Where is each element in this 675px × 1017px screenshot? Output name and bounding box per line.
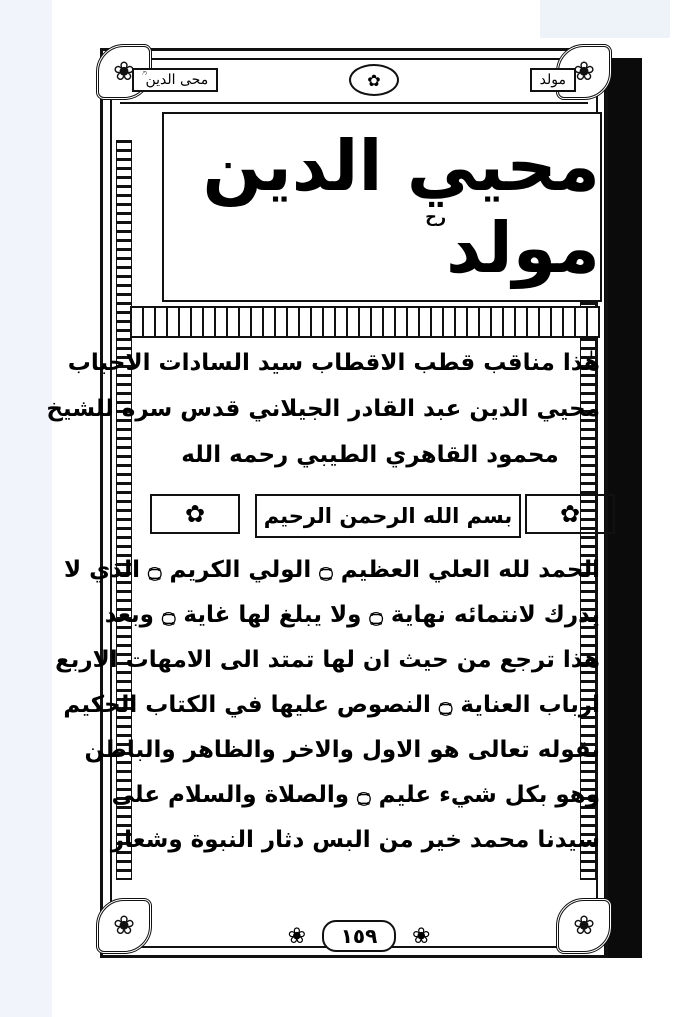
page-number: ١٥٩ (322, 920, 396, 952)
body-line: وهو بكل شيء عليم ۝ والصلاة والسلام على (111, 782, 600, 808)
body-line: ارباب العناية ۝ النصوص عليها في الكتاب الحكيم (63, 692, 600, 718)
body-line: هذا ترجع من حيث ان لها تمتد الى الامهات الاربع (55, 647, 600, 673)
running-title: محی الدین ؒ (132, 68, 218, 92)
title-honorific: رح (425, 207, 447, 226)
title-panel (162, 112, 602, 302)
flower-ornament-icon: ❀ (287, 923, 306, 949)
flower-ornament-icon: ❀ (412, 923, 431, 949)
top-margin-tint (540, 0, 670, 38)
header-medallion-icon: ✿ (349, 64, 399, 96)
flower-ornament-icon: ✿ (150, 494, 240, 534)
subtitle-line: هٰذا مناقب قطب الاقطاب سيد السادات الاحباب (67, 350, 600, 376)
page-title (164, 125, 600, 289)
body-line: سيدنا محمد خير من البس دثار النبوة وشعار (110, 827, 600, 853)
left-margin (0, 0, 52, 1017)
title-main: محيي الدين مولد (202, 125, 600, 289)
section-label: مولد (530, 68, 576, 92)
subtitle-line: محمود القاهري الطيبي رحمه الله (181, 442, 559, 468)
header-band (120, 58, 588, 104)
flower-ornament-icon: ✿ (525, 494, 615, 534)
footer-band (120, 920, 598, 952)
subtitle-line: محيي الدين عبد القادر الجيلاني قدس سره للشيخ (46, 396, 600, 422)
body-line: بقوله تعالى هو الاول والاخر والظاهر والباطن (84, 737, 600, 763)
body-line: يدرك لانتمائه نهاية ۝ ولا يبلغ لها غاية ۝ وبعد (104, 602, 600, 628)
vine-ornament-band (130, 306, 600, 338)
body-line: الحمد لله العلي العظيم ۝ الولي الكريم ۝ الذي لا (63, 557, 600, 583)
subtitle-block (46, 340, 600, 490)
body-text (55, 548, 600, 863)
bismillah-heading: بسم الله الرحمن الرحيم (255, 494, 521, 538)
